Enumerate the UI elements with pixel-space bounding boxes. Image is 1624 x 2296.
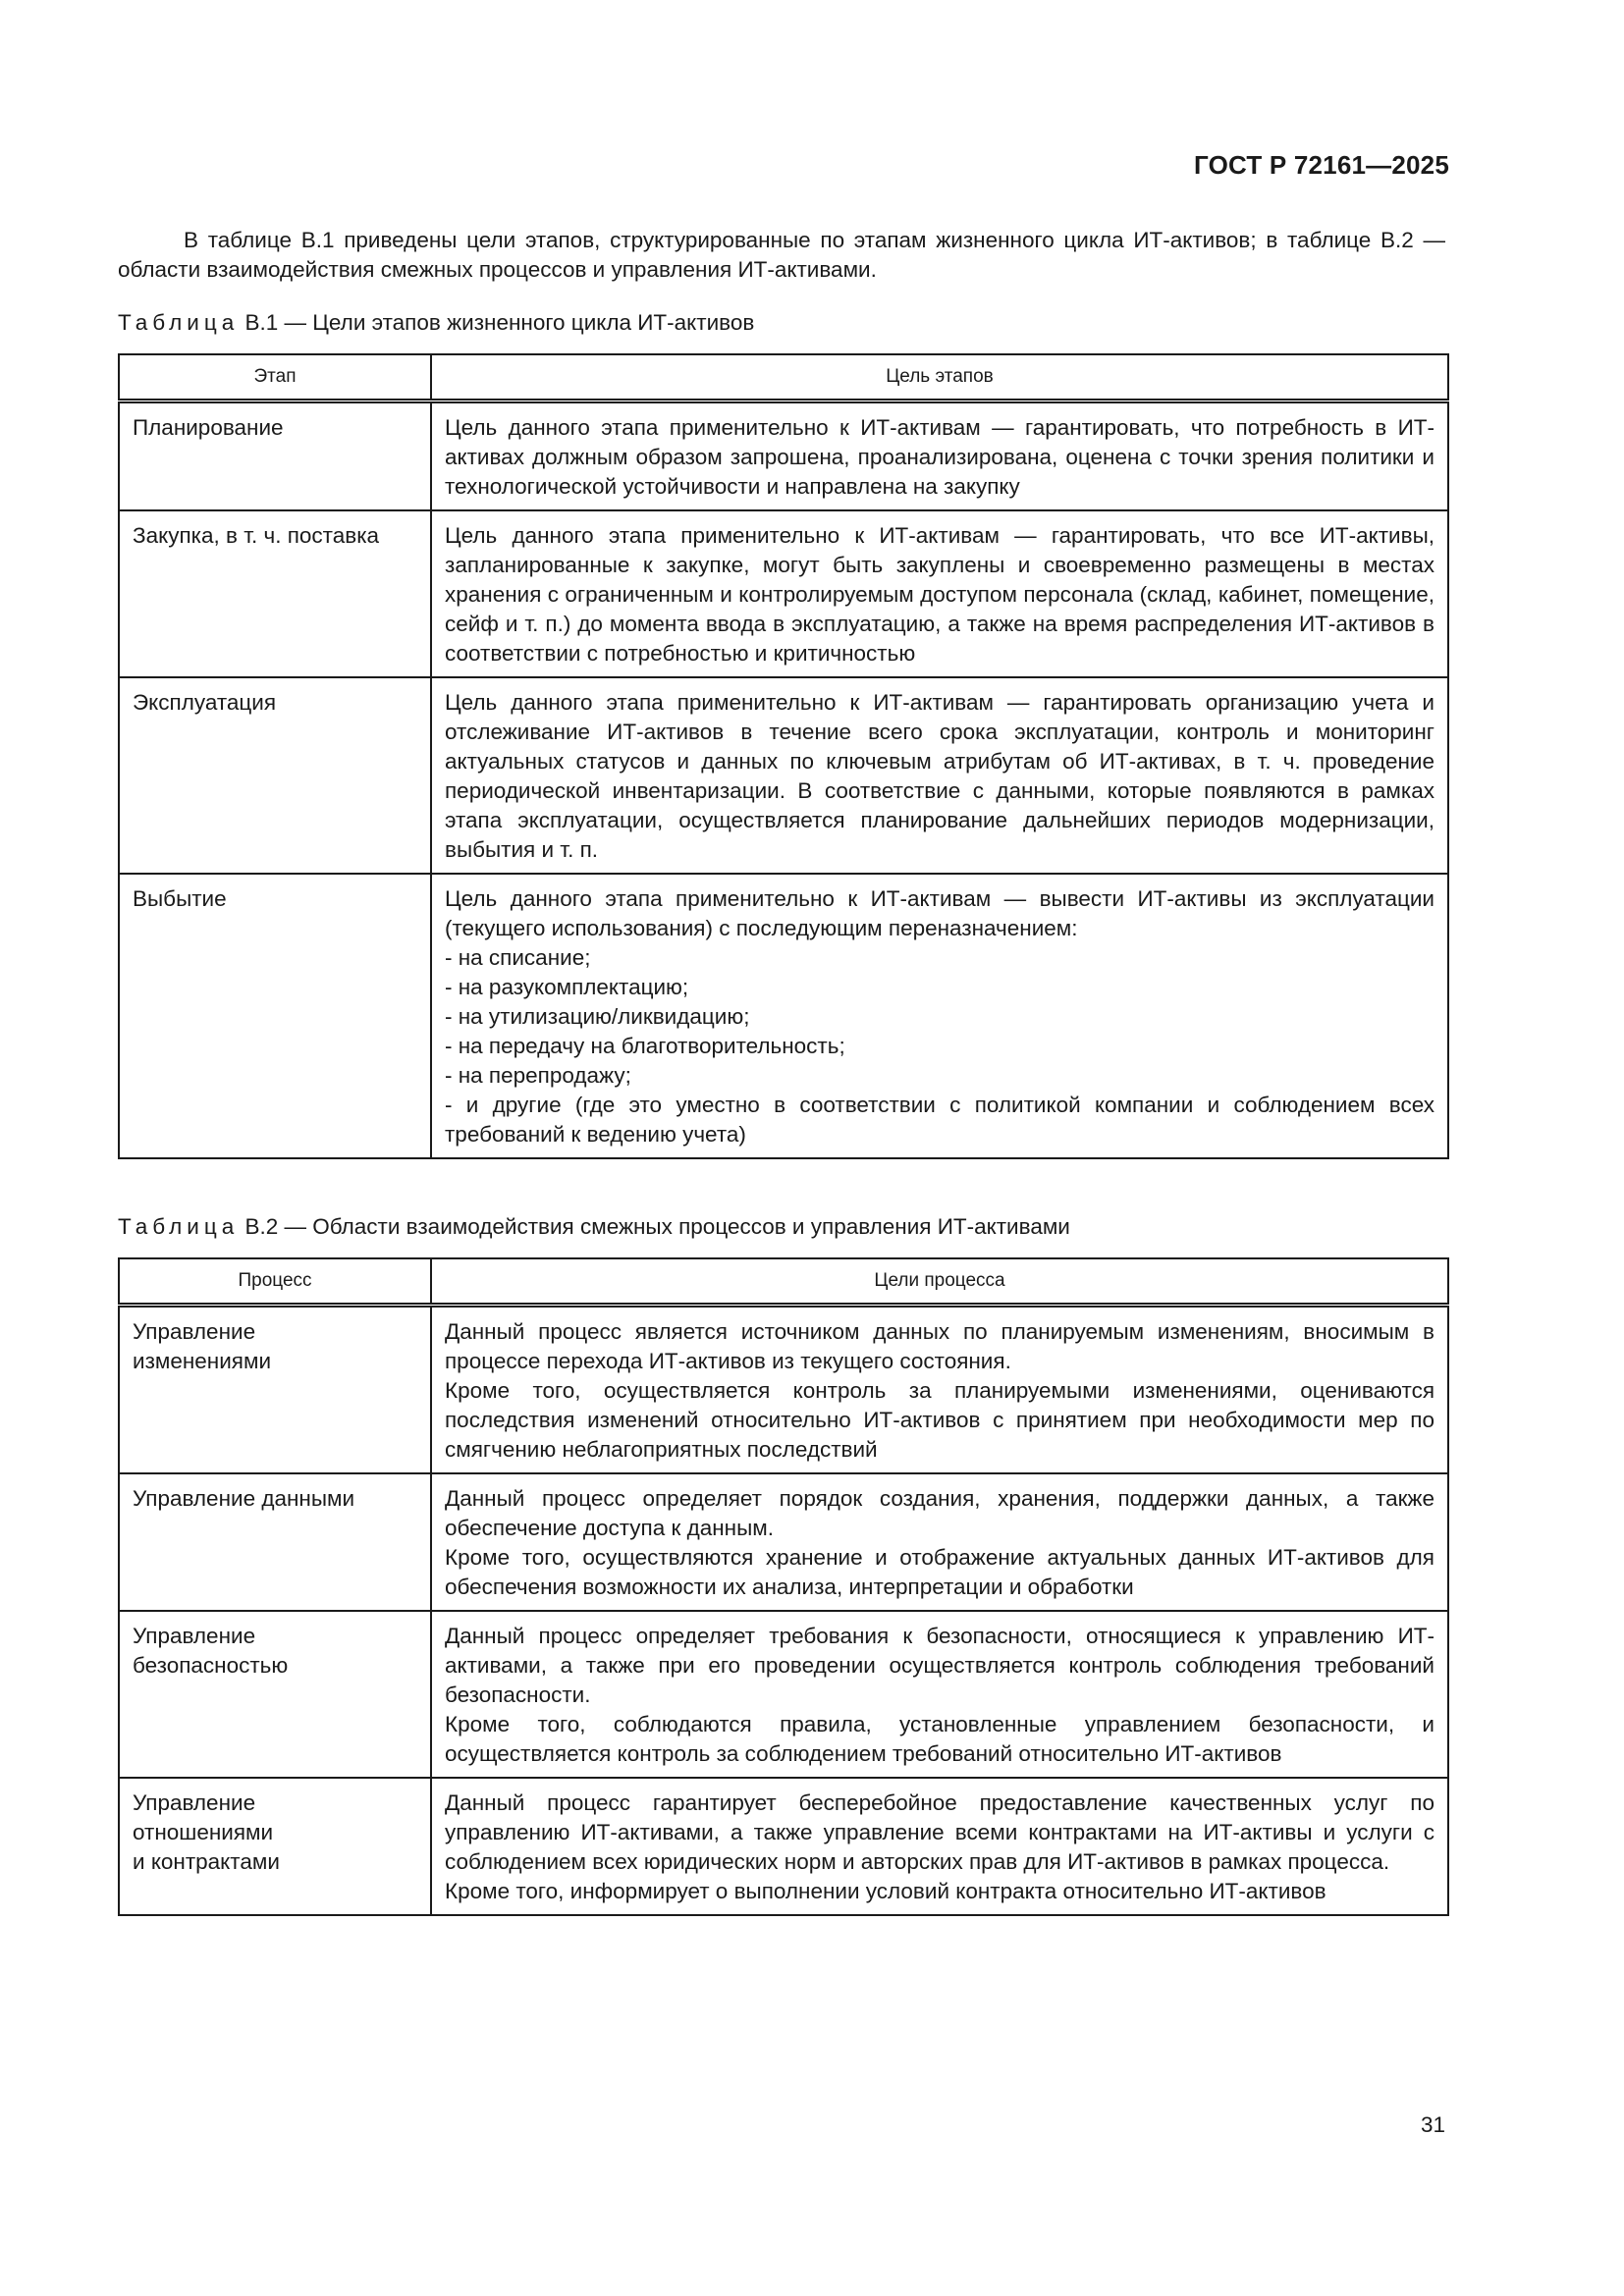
table1-header-row — [119, 354, 1448, 401]
table2-caption-label: Таблица — [118, 1214, 240, 1239]
process-cell — [119, 1611, 431, 1778]
stage-name: Выбытие — [133, 886, 227, 911]
table-row — [119, 677, 1448, 874]
document-id: ГОСТ Р 72161—2025 — [1194, 150, 1449, 180]
table1-header-stage: Этап — [119, 354, 431, 401]
description-line: - на утилизацию/ликвидацию; — [445, 1004, 750, 1029]
table2-header-process: Процесс — [119, 1258, 431, 1306]
table-row — [119, 1473, 1448, 1611]
table-row — [119, 401, 1448, 511]
description-cell — [431, 1611, 1448, 1778]
description-line: Цель данного этапа применительно к ИТ-активам — гарантировать организацию учета и отслеживание ИТ-активов в течение всего срока эксплуатации, контроль и мониторинг актуальных статусов и данных по ключевым атрибутам об ИТ-активах, в т. ч. проведение периодической инвентаризации. В соответствие с данными, которые появляются в рамках этапа эксплуатации, осуществляется планирование дальнейших периодов модернизации, выбытия и т. п. — [445, 690, 1435, 862]
process-name-line: изменениями — [133, 1349, 272, 1373]
process-name-line: безопасностью — [133, 1653, 289, 1678]
description-line: - на списание; — [445, 945, 591, 970]
process-cell — [119, 1778, 431, 1915]
stage-name: Эксплуатация — [133, 690, 277, 715]
table-row — [119, 1778, 1448, 1915]
description-cell — [431, 1778, 1448, 1915]
process-cell — [119, 1306, 431, 1474]
description-line: - на передачу на благотворительность; — [445, 1034, 845, 1058]
process-cell — [119, 1473, 431, 1611]
process-name-line: Управление данными — [133, 1486, 355, 1511]
description-line: Цель данного этапа применительно к ИТ-активам — гарантировать, что потребность в ИТ-активах должным образом запрошена, проанализирована, оценена с точки зрения политики и технологической устойчивости и направлена на закупку — [445, 415, 1435, 499]
process-name-line: и контрактами — [133, 1849, 280, 1874]
stage-cell — [119, 510, 431, 677]
description-line: Кроме того, осуществляются хранение и отображение актуальных данных ИТ-активов для обеспечения возможности их анализа, интерпретации и обработки — [445, 1545, 1435, 1599]
description-line: Кроме того, информирует о выполнении условий контракта относительно ИТ-активов — [445, 1879, 1326, 1903]
description-line: Данный процесс гарантирует бесперебойное предоставление качественных услуг по управлению ИТ-активами, а также управление всеми контрактами на ИТ-активы и услуги с соблюдением всех юридических норм и авторских прав для ИТ-активов в рамках процесса. — [445, 1790, 1435, 1874]
description-line: Кроме того, осуществляется контроль за планируемыми изменениями, оцениваются последствия изменений относительно ИТ-активов с принятием при необходимости мер по смягчению неблагоприятных последствий — [445, 1378, 1435, 1462]
table1-caption-text: В.1 — Цели этапов жизненного цикла ИТ-активов — [244, 310, 755, 335]
stage-cell — [119, 874, 431, 1158]
table2-header-row — [119, 1258, 1448, 1306]
stage-name: Планирование — [133, 415, 284, 440]
table-row — [119, 1306, 1448, 1474]
table1-caption-label: Таблица — [118, 310, 240, 335]
description-cell — [431, 510, 1448, 677]
table-row — [119, 510, 1448, 677]
table2-caption-text: В.2 — Области взаимодействия смежных процессов и управления ИТ-активами — [244, 1214, 1070, 1239]
description-cell — [431, 1473, 1448, 1611]
process-name-line: Управление — [133, 1319, 256, 1344]
table2 — [118, 1257, 1449, 1916]
process-name-line: отношениями — [133, 1820, 274, 1844]
table-row — [119, 874, 1448, 1158]
description-line: Цель данного этапа применительно к ИТ-активам — вывести ИТ-активы из эксплуатации (текущего использования) с последующим переназначением: — [445, 886, 1435, 940]
stage-cell — [119, 401, 431, 511]
description-cell — [431, 1306, 1448, 1474]
description-line: - и другие (где это уместно в соответствии с политикой компании и соблюдением всех требований к ведению учета) — [445, 1093, 1435, 1147]
page-number: 31 — [1420, 2112, 1445, 2137]
table2-caption — [118, 1214, 1070, 1240]
stage-cell — [119, 677, 431, 874]
table1-caption — [118, 310, 754, 336]
description-cell — [431, 677, 1448, 874]
description-line: - на разукомплектацию; — [445, 975, 689, 999]
description-line: Данный процесс определяет требования к безопасности, относящиеся к управлению ИТ-активами, а также при его проведении осуществляется контроль соблюдения требований безопасности. — [445, 1624, 1435, 1707]
description-line: Цель данного этапа применительно к ИТ-активам — гарантировать, что все ИТ-активы, запланированные к закупке, могут быть закуплены и своевременно размещены в местах хранения с ограниченным и контролируемым доступом персонала (склад, кабинет, помещение, сейф и т. п.) до момента ввода в эксплуатацию, а также на время распределения ИТ-активов в соответствии с потребностью и критичностью — [445, 523, 1435, 666]
table-row — [119, 1611, 1448, 1778]
description-line: Кроме того, соблюдаются правила, установленные управлением безопасности, и осуществляется контроль за соблюдением требований относительно ИТ-активов — [445, 1712, 1435, 1766]
table1 — [118, 353, 1449, 1159]
description-cell — [431, 874, 1448, 1158]
description-line: - на перепродажу; — [445, 1063, 631, 1088]
description-line: Данный процесс определяет порядок создания, хранения, поддержки данных, а также обеспечение доступа к данным. — [445, 1486, 1435, 1540]
description-cell — [431, 401, 1448, 511]
table1-header-goal: Цель этапов — [431, 354, 1448, 401]
intro-paragraph: В таблице В.1 приведены цели этапов, структурированные по этапам жизненного цикла ИТ-активов; в таблице В.2 — области взаимодействия смежных процессов и управления ИТ-активами. — [118, 228, 1445, 282]
process-name-line: Управление — [133, 1790, 256, 1815]
process-name-line: Управление — [133, 1624, 256, 1648]
description-line: Данный процесс является источником данных по планируемым изменениям, вносимым в процессе перехода ИТ-активов из текущего состояния. — [445, 1319, 1435, 1373]
table2-header-goals: Цели процесса — [431, 1258, 1448, 1306]
stage-name: Закупка, в т. ч. поставка — [133, 523, 380, 548]
